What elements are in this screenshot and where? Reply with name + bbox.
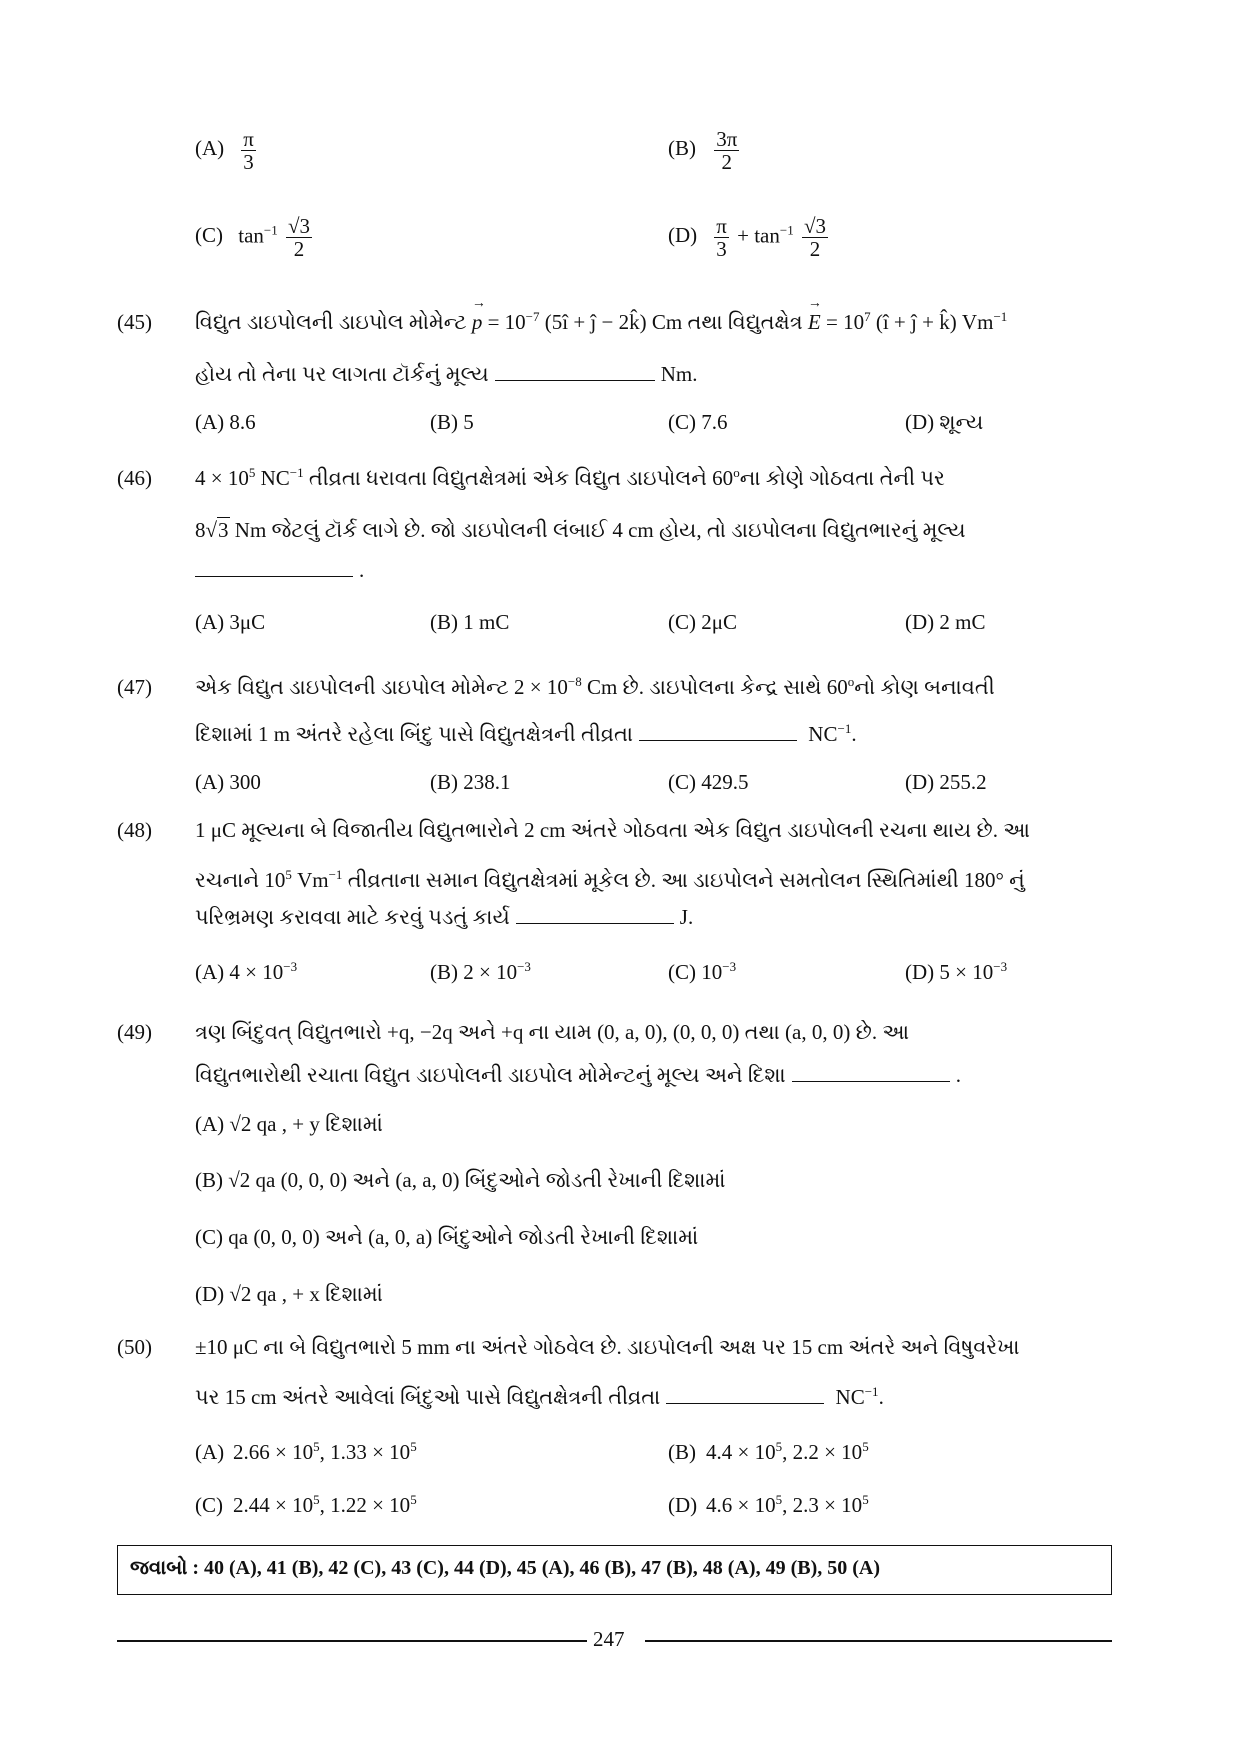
q48-line-3: પરિભ્રમણ કરાવવા માટે કરવું પડતું કાર્ય J. — [195, 905, 694, 929]
q44-option-a: (A) $\frac{\pi}{3}$ — [195, 127, 254, 175]
question-number: (46) — [117, 466, 152, 490]
q45-option-c: (C) 7.6 — [668, 410, 728, 434]
fraction: $\frac{\pi}{3}$ — [716, 214, 727, 262]
q50-option-c: (C) $2.44 \times 10^5$, $1.22 \times 10^5$ — [195, 1492, 417, 1517]
q50-option-b: (B) $4.4 \times 10^5$, $2.2 \times 10^5$ — [668, 1439, 869, 1464]
q50-option-d: (D) $4.6 \times 10^5$, $2.3 \times 10^5$ — [668, 1492, 869, 1517]
q44-option-c: (C) $\tan^{-1}$ $\frac{√3}{2}$ — [195, 214, 311, 262]
q49-option-d: (D) √2 qa , + x દિશામાં — [195, 1282, 383, 1306]
fraction: $\frac{√3}{2}$ — [803, 214, 826, 262]
q46-option-c: (C) 2μC — [668, 610, 738, 634]
question-number: (47) — [117, 675, 152, 699]
q47-line-2: દિશામાં 1 m અંતરે રહેલા બિંદુ પાસે વિદ્યુતક્ષેત્રની તીવ્રતા $NC^{-1}$. — [195, 721, 857, 746]
q48-option-c: (C) $10^{-3}$ — [668, 959, 737, 984]
question-number: (50) — [117, 1335, 152, 1359]
q45-line-1: વિદ્યુત ડાઇપોલની ડાઇપોલ મોમેન્ટ → $p = 10^{-7}$ (5î + ĵ − 2k̂) Cm તથા વિદ્યુતક્ષેત્ર → $E = 10^7$ (î + ĵ + k̂) $Vm^{-1}$ — [195, 310, 1007, 335]
q47-line-1: એક વિદ્યુત ડાઇપોલની ડાઇપોલ મોમેન્ટ $2 \times 10^{-8}$ Cm છે. ડાઇપોલના કેન્દ્ર સાથે 60$^o$નો કોણ બનાવતી — [195, 674, 995, 699]
footer-rule-right — [645, 1640, 1112, 1642]
fraction: $\frac{3\pi}{2}$ — [716, 127, 738, 175]
q49-line-2: વિદ્યુતભારોથી રચાતા વિદ્યુત ડાઇપોલની ડાઇપોલ મોમેન્ટનું મૂલ્ય અને દિશા . — [195, 1063, 961, 1087]
q50-line-1: ±10 μC ના બે વિદ્યુતભારો 5 mm ના અંતરે ગોઠવેલ છે. ડાઇપોલની અક્ષ પર 15 cm અંતરે અને વિષુવરેખા — [195, 1335, 1020, 1359]
q46-line-2: 8√3 Nm જેટલું ટૉર્ક લાગે છે. જો ડાઇપોલની લંબાઈ 4 cm હોય, તો ડાઇપોલના વિદ્યુતભારનું મૂલ્ય — [195, 518, 966, 542]
q48-line-1: 1 μC મૂલ્યના બે વિજાતીય વિદ્યુતભારોને 2 cm અંતરે ગોઠવતા એક વિદ્યુત ડાઇપોલની રચના થાય છે. આ — [195, 818, 1030, 842]
page-number: 247 — [593, 1627, 625, 1651]
q46-option-a: (A) 3μC — [195, 610, 266, 634]
q44-option-b: (B) $\frac{3\pi}{2}$ — [668, 127, 738, 175]
q49-line-1: ત્રણ બિંદુવત્ વિદ્યુતભારો +q, −2q અને +q ના યામ (0, a, 0), (0, 0, 0) તથા (a, 0, 0) છે. આ — [195, 1020, 910, 1044]
q49-option-c: (C) qa (0, 0, 0) અને (a, 0, a) બિંદુઓને જોડતી રેખાની દિશામાં — [195, 1225, 699, 1249]
fraction: $\frac{√3}{2}$ — [288, 214, 311, 262]
q50-line-2: પર 15 cm અંતરે આવેલાં બિંદુઓ પાસે વિદ્યુતક્ષેત્રની તીવ્રતા $NC^{-1}$. — [195, 1384, 884, 1409]
q50-option-a: (A) $2.66 \times 10^5$, $1.33 \times 10^5$ — [195, 1439, 417, 1464]
q48-option-b: (B) $2 \times 10^{-3}$ — [430, 959, 531, 984]
question-number: (49) — [117, 1020, 152, 1044]
q46-option-d: (D) 2 mC — [905, 610, 986, 634]
q48-option-d: (D) $5 \times 10^{-3}$ — [905, 959, 1008, 984]
q47-option-d: (D) 255.2 — [905, 770, 987, 794]
q45-option-a: (A) 8.6 — [195, 410, 256, 434]
q45-option-b: (B) 5 — [430, 410, 474, 434]
q46-line-1: $4 \times 10^5$ $NC^{-1}$ તીવ્રતા ધરાવતા વિદ્યુતક્ષેત્રમાં એક વિદ્યુત ડાઇપોલને 60$^o$ના કોણે ગોઠવતા તેની પર — [195, 465, 945, 490]
q48-option-a: (A) $4 \times 10^{-3}$ — [195, 959, 298, 984]
q48-line-2: રચનાને $10^5$ $Vm^{-1}$ તીવ્રતાના સમાન વિદ્યુતક્ષેત્રમાં મૂકેલ છે. આ ડાઇપોલને સમતોલન સ્થિતિમાંથી 180° નું — [195, 867, 1025, 892]
footer-rule-left — [117, 1640, 587, 1642]
q47-option-a: (A) 300 — [195, 770, 261, 794]
q45-option-d: (D) શૂન્ય — [905, 410, 984, 434]
answer-key-box: જવાબો : 40 (A), 41 (B), 42 (C), 43 (C), 44 (D), 45 (A), 46 (B), 47 (B), 48 (A), 49 (B), 50 (A) — [117, 1545, 1112, 1595]
q46-answer-blank: . — [195, 558, 364, 583]
question-number: (48) — [117, 818, 152, 842]
question-number: (45) — [117, 310, 152, 334]
q47-option-b: (B) 238.1 — [430, 770, 511, 794]
q49-option-a: (A) √2 qa , + y દિશામાં — [195, 1112, 383, 1136]
fraction: $\frac{\pi}{3}$ — [243, 127, 254, 175]
q47-option-c: (C) 429.5 — [668, 770, 749, 794]
q46-option-b: (B) 1 mC — [430, 610, 510, 634]
q49-option-b: (B) √2 qa (0, 0, 0) અને (a, a, 0) બિંદુઓને જોડતી રેખાની દિશામાં — [195, 1168, 726, 1192]
q44-option-d: (D) $\frac{\pi}{3}$ + $\tan^{-1}$ $\frac{√3}{2}$ — [668, 214, 826, 262]
q45-line-2: હોય તો તેના પર લાગતા ટૉર્કનું મૂલ્ય Nm. — [195, 362, 698, 386]
